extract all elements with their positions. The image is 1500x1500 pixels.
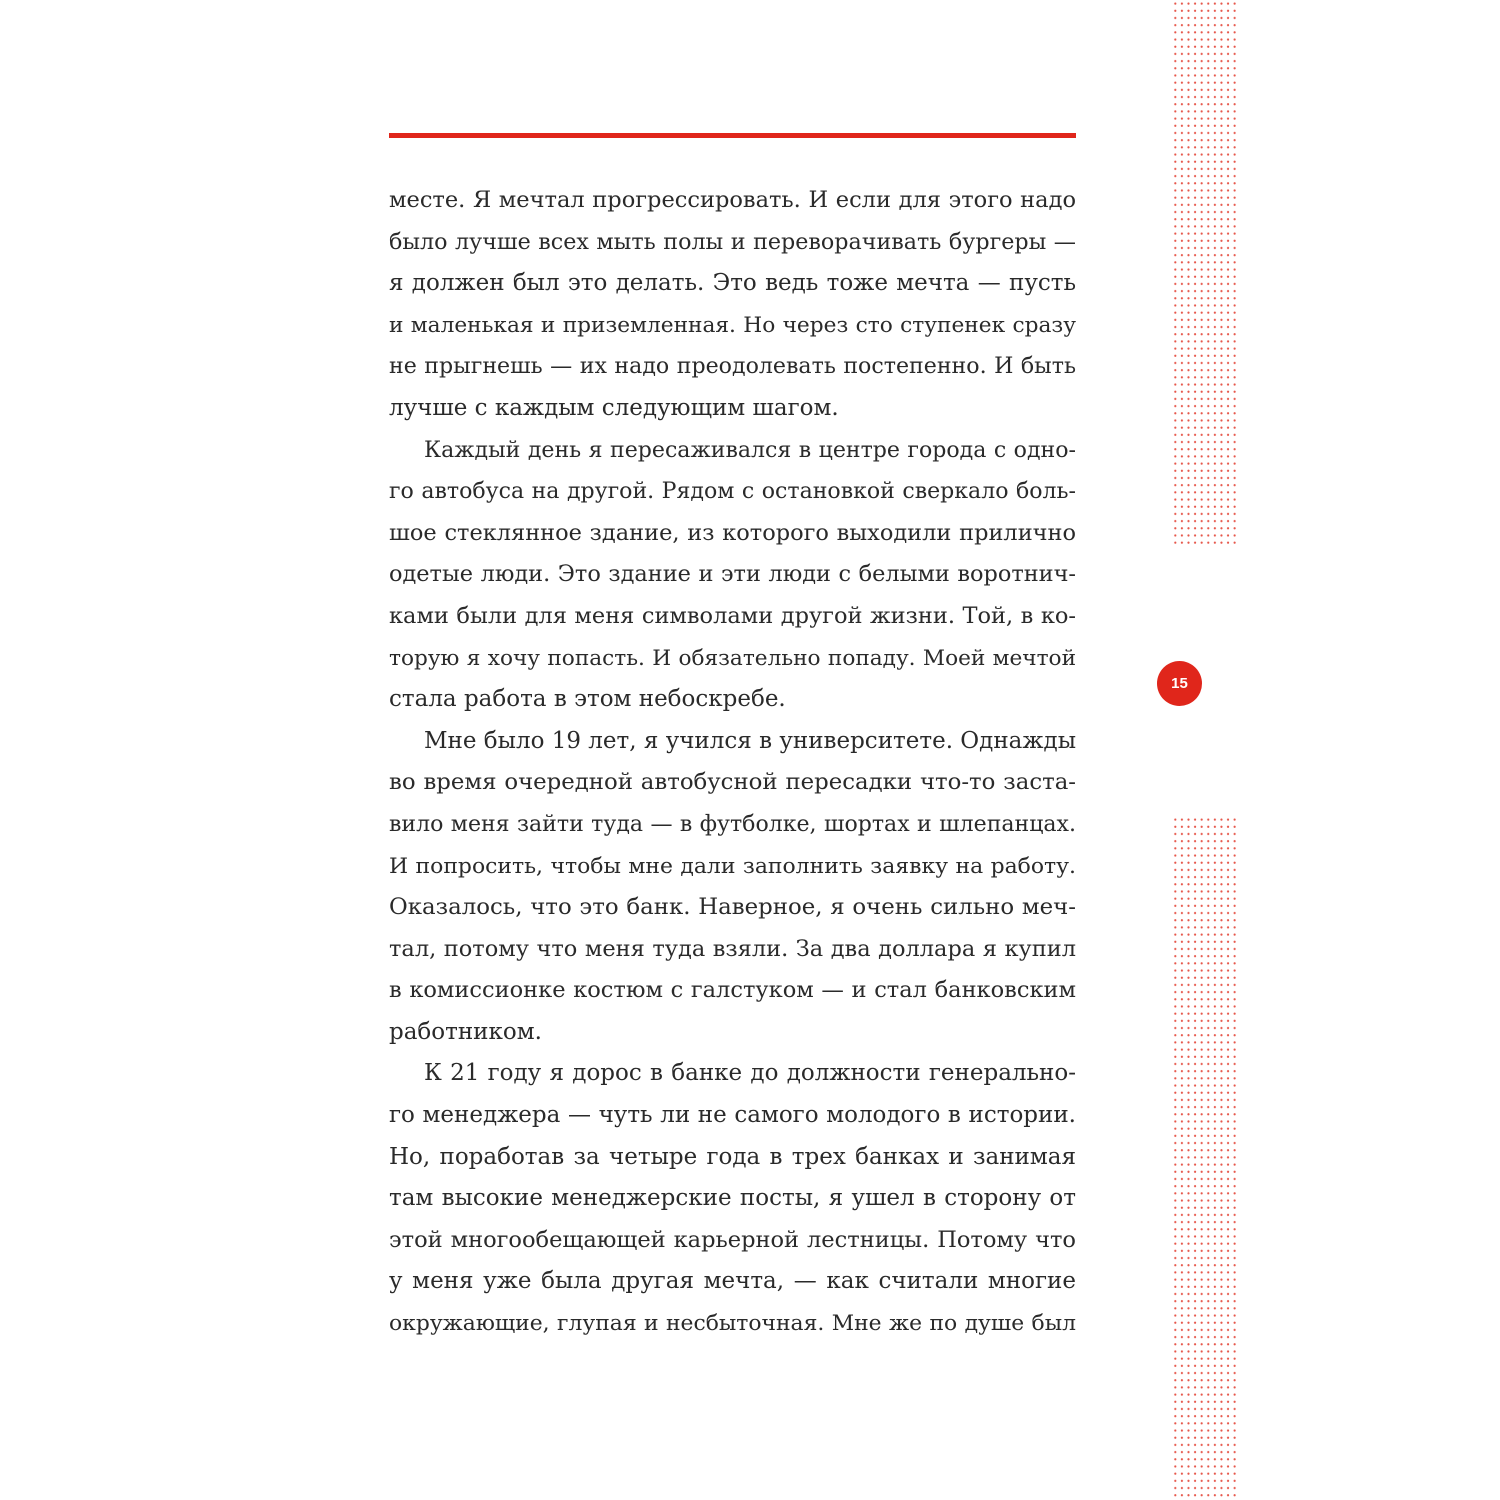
text-line: тал, потому что меня туда взяли. За два доллара я купил	[389, 935, 1076, 962]
text-line: торую я хочу попасть. И обязательно попаду. Моей мечтой	[389, 645, 1076, 671]
page-number-badge	[1157, 661, 1202, 706]
text-line: Мне было 19 лет, я учился в университете. Однажды	[424, 727, 1076, 754]
text-line: было лучше всех мыть полы и переворачивать бургеры —	[389, 228, 1076, 255]
text-line: лучше с каждым следующим шагом.	[389, 394, 839, 421]
text-line: окружающие, глупая и несбыточная. Мне же по душе был	[389, 1311, 1076, 1337]
text-line: этой многообещающей карьерной лестницы. Потому что	[389, 1226, 1076, 1253]
text-line: стала работа в этом небоскребе.	[389, 686, 786, 713]
text-line: у меня уже была другая мечта, — как считали многие	[389, 1268, 1076, 1295]
text-line: я должен был это делать. Это ведь тоже мечта — пусть	[389, 270, 1076, 297]
text-line: Оказалось, что это банк. Наверное, я очень сильно меч-	[389, 894, 1076, 921]
page-number: 15	[1171, 675, 1188, 692]
text-line: И попросить, чтобы мне дали заполнить заявку на работу.	[389, 853, 1076, 879]
text-line: го менеджера — чуть ли не самого молодого в истории.	[389, 1102, 1076, 1129]
text-line: шое стеклянное здание, из которого выходили прилично	[389, 519, 1076, 546]
text-line: не прыгнешь — их надо преодолевать постепенно. И быть	[389, 353, 1076, 380]
text-line: ками были для меня символами другой жизни. Той, в ко-	[389, 602, 1076, 629]
text-line: Но, поработав за четыре года в трех банках и занимая	[389, 1143, 1076, 1170]
text-line: там высокие менеджерские посты, я ушел в сторону от	[389, 1185, 1076, 1212]
text-line: месте. Я мечтал прогрессировать. И если для этого надо	[389, 187, 1076, 213]
body-text	[389, 180, 1076, 1345]
text-line: К 21 году я дорос в банке до должности генерально-	[424, 1060, 1076, 1087]
text-line: во время очередной автобусной пересадки что-то заста-	[389, 769, 1076, 796]
text-line: в комиссионке костюм с галстуком — и стал банковским	[389, 977, 1076, 1004]
text-line: одетые люди. Это здание и эти люди с белыми воротнич-	[389, 561, 1076, 588]
decorative-dot-pattern-top	[1172, 0, 1238, 548]
header-rule	[389, 133, 1076, 138]
text-line: го автобуса на другой. Рядом с остановкой сверкало боль-	[389, 479, 1076, 505]
decorative-dot-pattern-bottom	[1172, 816, 1238, 1500]
text-line: Каждый день я пересаживался в центре города с одно-	[424, 437, 1076, 463]
text-line: работником.	[389, 1018, 542, 1045]
text-line: вило меня зайти туда — в футболке, шортах и шлепанцах.	[389, 811, 1076, 837]
text-line: и маленькая и приземленная. Но через сто ступенек сразу	[389, 312, 1076, 338]
